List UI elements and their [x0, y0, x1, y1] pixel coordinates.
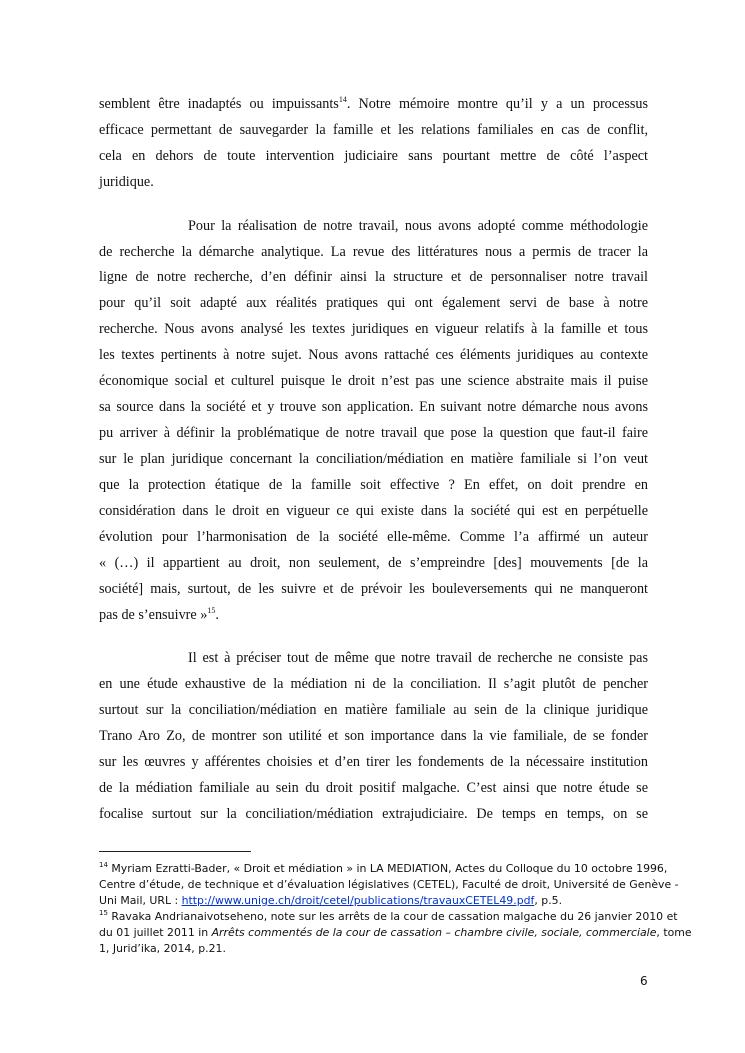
body-line: en une étude exhaustive de la médiation ni de la conciliation. Il s’agit plutôt de pencher [99, 676, 648, 692]
footnote-15-line: $^{15}$ Ravaka Andrianaivotseheno, note sur les arrêts de la cour de cassation malgache du 26 janvier 2010 et [99, 909, 678, 923]
body-line: surtout sur la conciliation/médiation en matière familiale au sein de la clinique juridique [99, 702, 648, 718]
footnote-15-line: 1, Jurid’ika, 2014, p.21. [99, 942, 226, 955]
footnote-14-line: $^{14}$ Myriam Ezratti-Bader, « Droit et médiation » in LA MEDIATION, Actes du Colloque du 10 octobre 1996, [99, 861, 668, 875]
body-line: « (…) il appartient au droit, non seulement, de s’empreindre [des] mouvements [de la [99, 555, 648, 571]
footnote-14-line: Centre d’étude, de technique et d’évaluation législatives (CETEL), Faculté de droit, Université de Genève - [99, 878, 679, 891]
body-line: semblent être inadaptés ou impuissants$^{14}$. Notre mémoire montre qu’il y a un processus [99, 95, 649, 112]
page-number: 6 [640, 974, 648, 988]
body-line: sa source dans la société et y trouve son application. En suivant notre démarche nous avons [99, 399, 648, 415]
body-line: recherche. Nous avons analysé les textes juridiques en vigueur relatifs à la famille et tous [99, 321, 648, 337]
footnote-separator [99, 851, 251, 852]
body-line: de la médiation familiale au sein du droit positif malgache. C’est ainsi que notre étude se [99, 780, 648, 796]
body-line: de recherche la démarche analytique. La revue des littératures nous a permis de tracer la [99, 244, 648, 260]
body-line: Il est à préciser tout de même que notre travail de recherche ne consiste pas [188, 650, 648, 666]
footnote-url-link[interactable]: http://www.unige.ch/droit/cetel/publications/travauxCETEL49.pdf [181, 894, 535, 907]
body-line: économique social et culturel puisque le droit n’est pas une science abstraite mais il puise [99, 373, 648, 389]
body-line: les textes pertinents à notre sujet. Nous avons rattaché ces éléments juridiques au contexte [99, 347, 648, 363]
body-line: sur les œuvres y afférentes choisies et d’en tirer les fondements de la nécessaire institution [99, 754, 648, 770]
body-line: que la protection étatique de la famille soit effective ? En effet, on doit prendre en [99, 477, 648, 493]
body-line: pas de s’ensuivre »$^{15}$. [99, 606, 219, 623]
footnote-ref-15[interactable]: 15 [207, 606, 216, 615]
body-line: efficace permettant de sauvegarder la famille et les relations familiales en cas de conflit, [99, 122, 648, 138]
body-line: Pour la réalisation de notre travail, nous avons adopté comme méthodologie [188, 218, 648, 234]
body-line: société] mais, surtout, de les suivre et de prévoir les bouleversements qui ne manqueront [99, 581, 648, 597]
body-line: pu arriver à définir la problématique de notre travail que pose la question que faut-il faire [99, 425, 648, 441]
body-line: Trano Aro Zo, de montrer son utilité et son importance dans la vie familiale, de se fonder [99, 728, 648, 744]
footnote-14-line: Uni Mail, URL : http://www.unige.ch/droit/cetel/publications/travauxCETEL49.pdf, p.5. [99, 894, 563, 907]
body-line: sur le plan juridique concernant la conciliation/médiation en matière familiale si l’on veut [99, 451, 648, 467]
body-line: évolution pour l’harmonisation de la société elle-même. Comme l’a affirmé un auteur [99, 529, 648, 545]
body-line: cela en dehors de toute intervention judiciaire sans pourtant mettre de côté l’aspect [99, 148, 648, 164]
footnote-15-line: du 01 juillet 2011 in Arrêts commentés de la cour de cassation – chambre civile, sociale, commerciale, tome [99, 926, 692, 939]
body-line: focalise surtout sur la conciliation/médiation extrajudiciaire. De temps en temps, on se [99, 806, 648, 822]
footnote-ref-14[interactable]: 14 [338, 95, 347, 104]
body-line: ligne de notre recherche, d’en définir ainsi la structure et de personnaliser notre travail [99, 269, 648, 285]
body-line: pour qu’il soit adapté aux réalités pratiques qui ont également servi de base à notre [99, 295, 648, 311]
body-line: considération dans le droit en vigueur ce qui existe dans la société qui est en perpétuelle [99, 503, 648, 519]
body-line: juridique. [99, 174, 154, 190]
